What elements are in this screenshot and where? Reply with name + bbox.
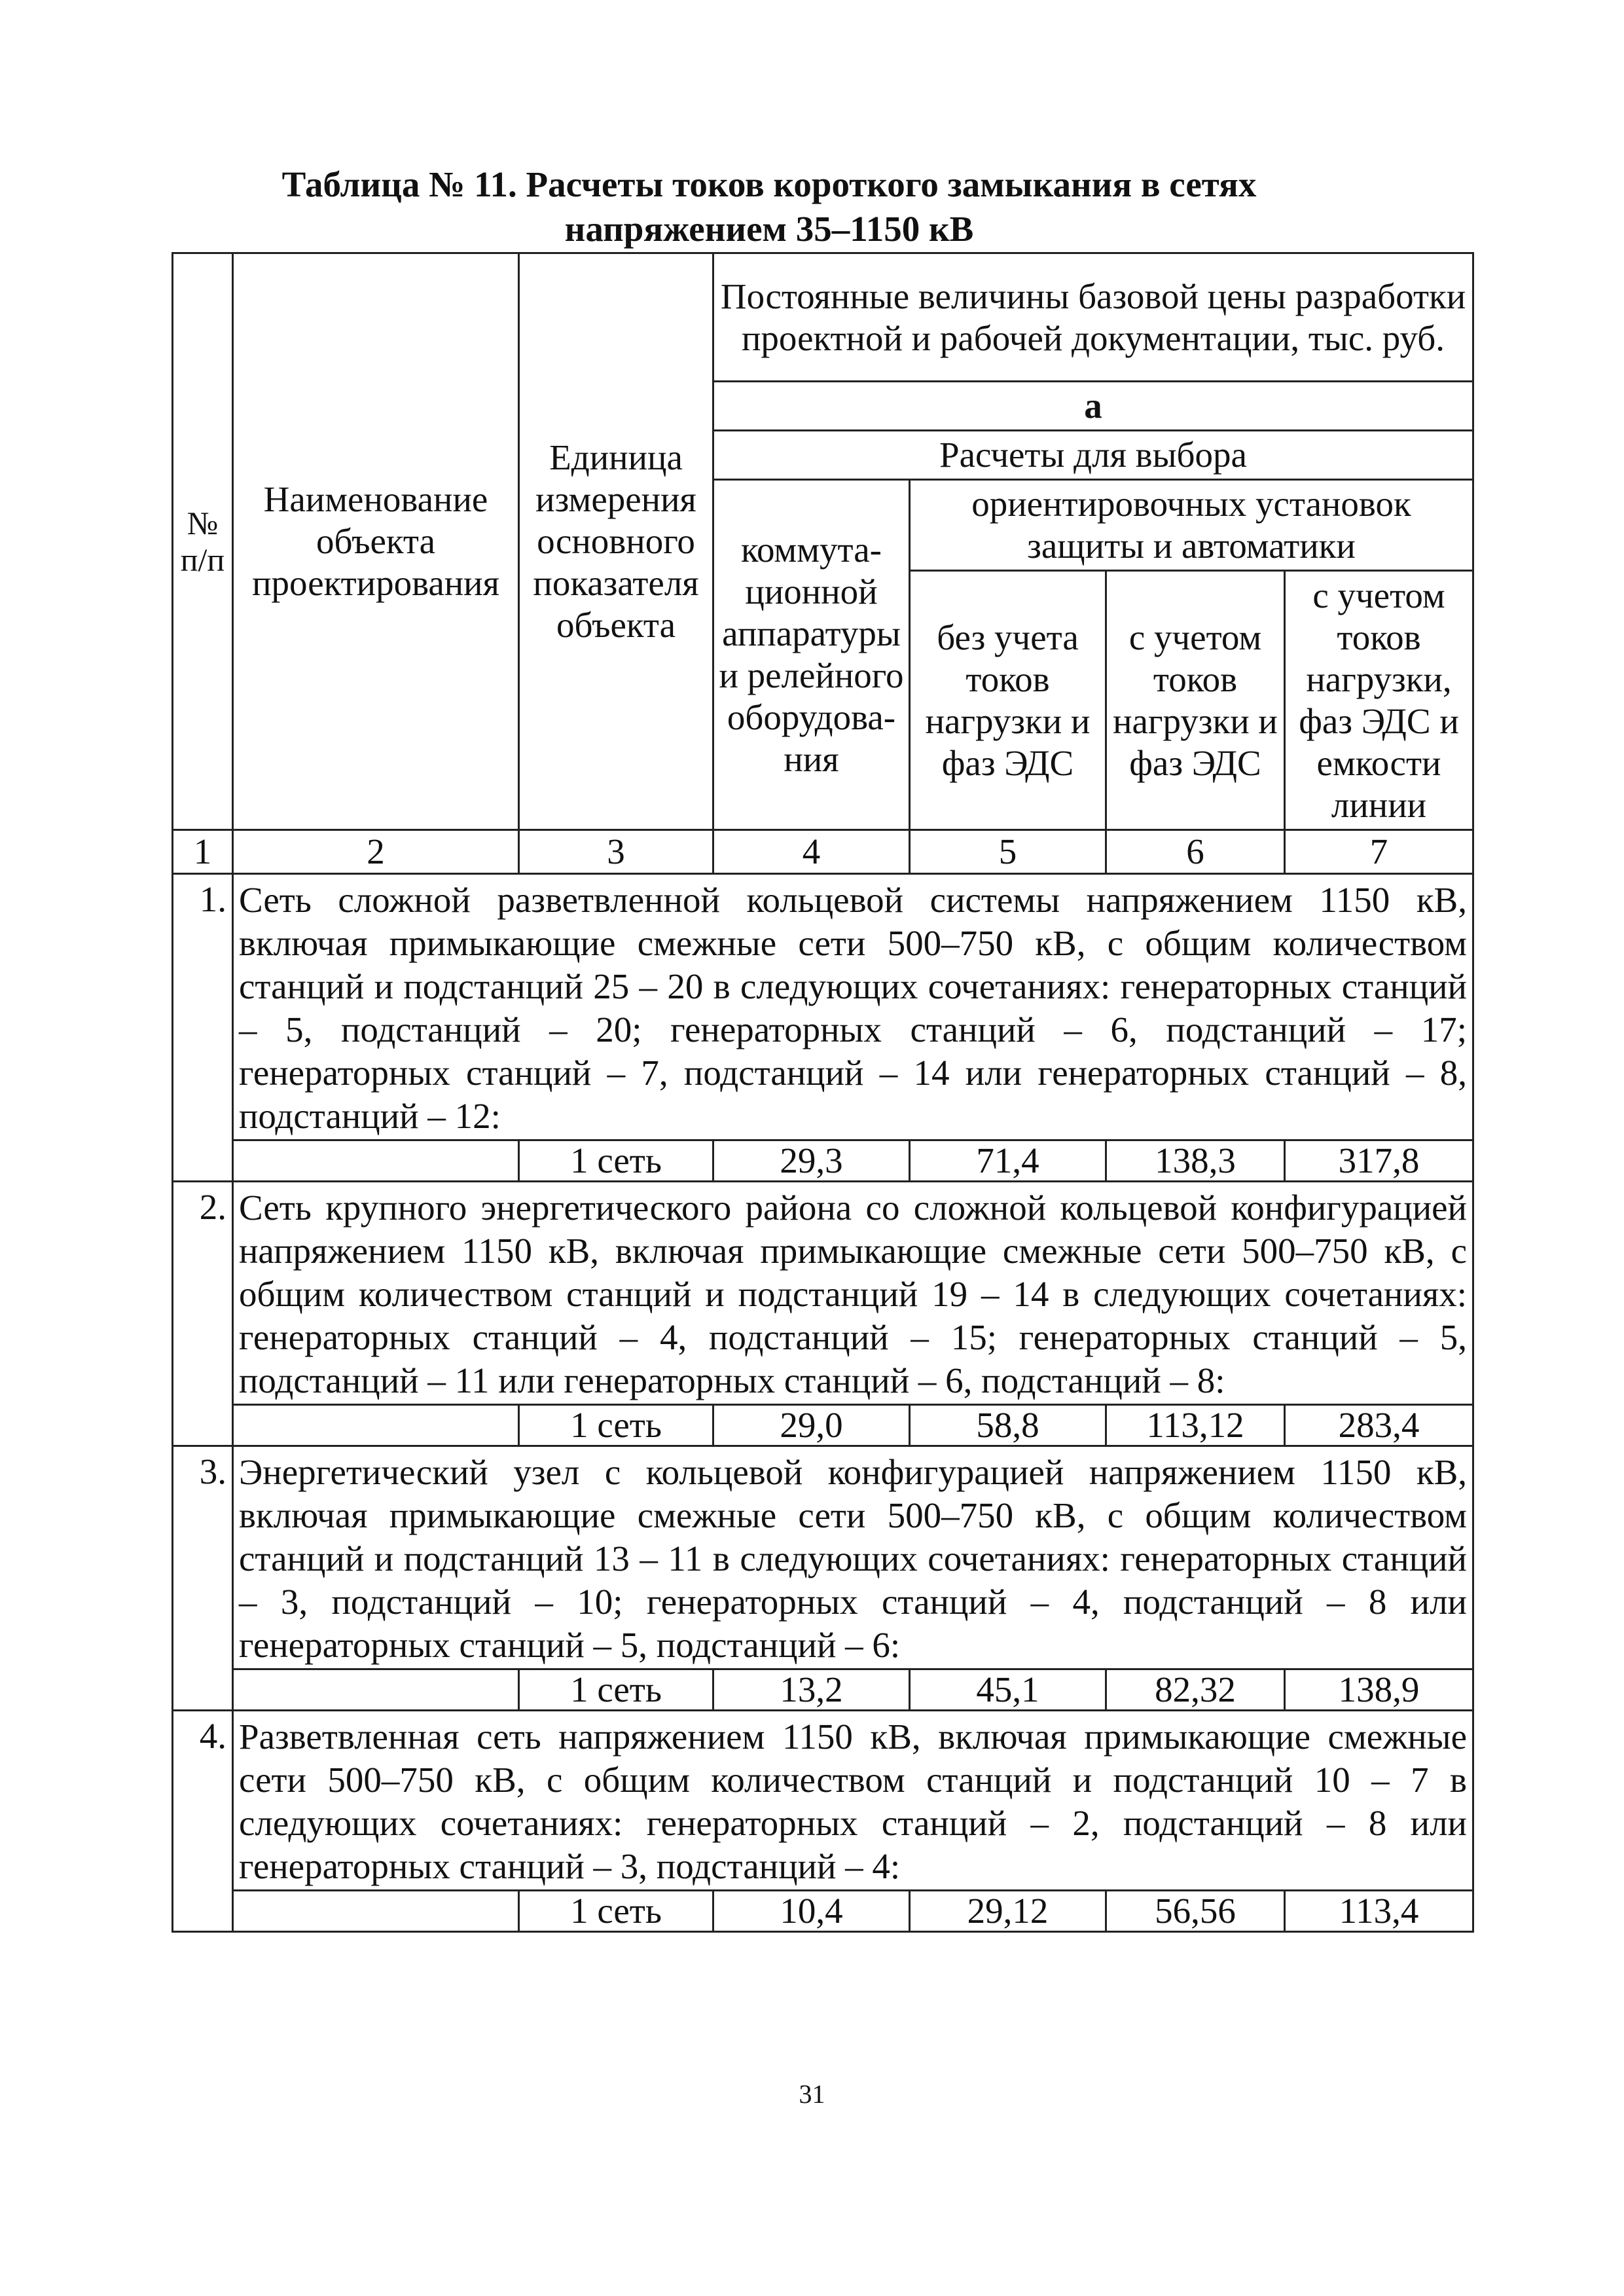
value-row — [173, 1669, 1473, 1711]
value-col7: 317,8 — [1285, 1140, 1473, 1182]
row-description: Сеть крупного энергетического района со сложной кольцевой конфигурацией напряжением 1150 кВ, включая примыкающие смежные сети 500–750 кВ, с общим количеством станций и подстанций 19 – 14 в следующих сочетаниях: генераторных станций – 4, подстанций – 15; генераторных станций – 5, подстанций – 11 или генераторных станций – 6, подстанций – 8: — [233, 1182, 1473, 1405]
empty-cell — [233, 1891, 519, 1932]
row-unit: 1 сеть — [519, 1669, 713, 1711]
value-col6: 82,32 — [1106, 1669, 1285, 1711]
header-name: Наименование объекта проектирования — [233, 253, 519, 830]
table-row — [173, 1182, 1473, 1405]
value-col7: 113,4 — [1285, 1891, 1473, 1932]
value-col6: 138,3 — [1106, 1140, 1285, 1182]
value-col7: 138,9 — [1285, 1669, 1473, 1711]
calculation-table — [171, 252, 1474, 1933]
row-unit: 1 сеть — [519, 1891, 713, 1932]
value-col4: 13,2 — [713, 1669, 910, 1711]
value-row — [173, 1405, 1473, 1446]
value-col6: 113,12 — [1106, 1405, 1285, 1446]
col-number: 7 — [1285, 830, 1473, 874]
row-description: Разветвленная сеть напряжением 1150 кВ, включая примыкающие смежные сети 500–750 кВ, с общим количеством станций и подстанций 10 – 7 в следующих сочетаниях: генераторных станций – 2, подстанций – 8 или генераторных станций – 3, подстанций – 4: — [233, 1711, 1473, 1891]
value-col4: 10,4 — [713, 1891, 910, 1932]
value-col4: 29,3 — [713, 1140, 910, 1182]
col-number: 2 — [233, 830, 519, 874]
value-row — [173, 1891, 1473, 1932]
row-number: 3. — [173, 1446, 233, 1711]
table-row — [173, 1446, 1473, 1669]
header-with-load-cap: с учетом токов нагрузки, фаз ЭДС и емкости линии — [1285, 571, 1473, 830]
value-col5: 71,4 — [910, 1140, 1106, 1182]
header-without-load: без учета токов нагрузки и фаз ЭДС — [910, 571, 1106, 830]
col-number: 6 — [1106, 830, 1285, 874]
table-row — [173, 874, 1473, 1140]
value-col7: 283,4 — [1285, 1405, 1473, 1446]
header-with-load: с учетом токов нагрузки и фаз ЭДС — [1106, 571, 1285, 830]
header-switching: коммута-ционной аппаратуры и релейного оборудова-ния — [713, 480, 910, 830]
table-title-line1: Таблица № 11. Расчеты токов короткого замыкания в сетях — [281, 164, 1257, 204]
table-title — [170, 162, 1368, 251]
empty-cell — [233, 1140, 519, 1182]
empty-cell — [233, 1405, 519, 1446]
row-unit: 1 сеть — [519, 1140, 713, 1182]
header-unit: Единица измерения основного показателя объекта — [519, 253, 713, 830]
col-number: 3 — [519, 830, 713, 874]
value-col5: 29,12 — [910, 1891, 1106, 1932]
row-description: Энергетический узел с кольцевой конфигурацией напряжением 1150 кВ, включая примыкающие смежные сети 500–750 кВ, с общим количеством станций и подстанций 13 – 11 в следующих сочетаниях: генераторных станций – 3, подстанций – 10; генераторных станций – 4, подстанций – 8 или генераторных станций – 5, подстанций – 6: — [233, 1446, 1473, 1669]
header-calc-for: Расчеты для выбора — [713, 431, 1473, 480]
value-col6: 56,56 — [1106, 1891, 1285, 1932]
row-unit: 1 сеть — [519, 1405, 713, 1446]
table-row — [173, 1711, 1473, 1891]
col-number: 4 — [713, 830, 910, 874]
page-number: 31 — [799, 2079, 825, 2109]
row-number: 1. — [173, 874, 233, 1182]
value-col5: 45,1 — [910, 1669, 1106, 1711]
empty-cell — [233, 1669, 519, 1711]
table-title-line2: напряжением 35–1150 кВ — [564, 209, 974, 249]
header-constant: Постоянные величины базовой цены разработки проектной и рабочей документации, тыс. руб. — [713, 253, 1473, 382]
header-num: № п/п — [173, 253, 233, 830]
value-col4: 29,0 — [713, 1405, 910, 1446]
row-number: 2. — [173, 1182, 233, 1446]
value-row — [173, 1140, 1473, 1182]
col-number: 1 — [173, 830, 233, 874]
header-protection: ориентировочных установок защиты и автоматики — [910, 480, 1473, 571]
header-a: а — [713, 382, 1473, 431]
col-number: 5 — [910, 830, 1106, 874]
row-description: Сеть сложной разветвленной кольцевой системы напряжением 1150 кВ, включая примыкающие смежные сети 500–750 кВ, с общим количеством станций и подстанций 25 – 20 в следующих сочетаниях: генераторных станций – 5, подстанций – 20; генераторных станций – 6, подстанций – 17; генераторных станций – 7, подстанций – 14 или генераторных станций – 8, подстанций – 12: — [233, 874, 1473, 1140]
row-number: 4. — [173, 1711, 233, 1932]
value-col5: 58,8 — [910, 1405, 1106, 1446]
